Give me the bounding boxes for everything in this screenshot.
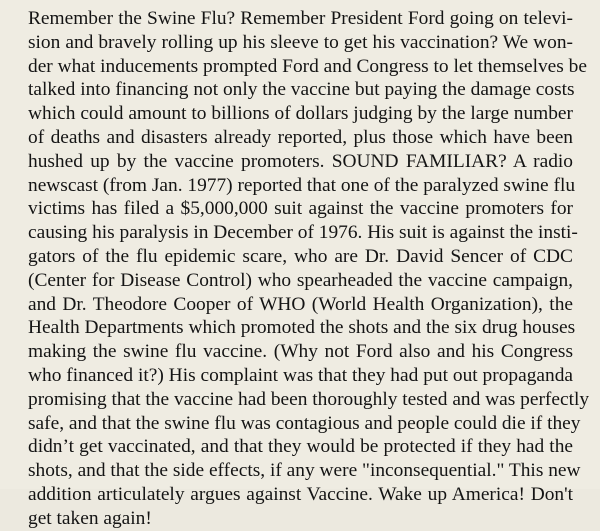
- text-line: shots, and that the side effects, if any were "inconsequential." This new: [28, 460, 581, 482]
- text-line-last: get taken again!: [28, 507, 152, 529]
- text-line: and Dr. Theodore Cooper of WHO (World Health Organization), the: [28, 293, 573, 315]
- text-line: promising that the vaccine had been thoroughly tested and was perfectly: [28, 388, 590, 410]
- text-line: addition articulately argues against Vaccine. Wake up America! Don't: [28, 483, 573, 505]
- text-line: didn’t get vaccinated, and that they would be protected if they had the: [28, 436, 573, 458]
- text-line: Remember the Swine Flu? Remember President Ford going on televi-: [28, 8, 573, 29]
- text-line: which could amount to billions of dollars judging by the large number: [28, 103, 573, 125]
- text-line: who financed it?) His complaint was that they had put out propaganda: [28, 364, 573, 386]
- text-line: (Center for Disease Control) who spearheaded the vaccine campaign,: [28, 269, 573, 291]
- text-line: victims has filed a $5,000,000 suit against the vaccine promoters for: [28, 198, 573, 220]
- text-line: newscast (from Jan. 1977) reported that one of the paralyzed swine flu: [28, 174, 576, 196]
- body-paragraph: [28, 7, 590, 531]
- text-line: hushed up by the vaccine promoters. SOUND FAMILIAR? A radio: [28, 150, 573, 172]
- text-line: der what inducements prompted Ford and Congress to let themselves be: [28, 55, 587, 77]
- text-line: safe, and that the swine flu was contagious and people could die if they: [28, 412, 581, 434]
- text-line: Health Departments which promoted the shots and the six drug houses: [28, 317, 576, 339]
- text-line: making the swine flu vaccine. (Why not Ford also and his Congress: [28, 341, 573, 363]
- text-line: causing his paralysis in December of 1976. His suit is against the insti-: [28, 222, 578, 244]
- text-line: gators of the flu epidemic scare, who are Dr. David Sencer of CDC: [28, 245, 573, 267]
- text-line: of deaths and disasters already reported, plus those which have been: [28, 126, 573, 148]
- text-line: talked into financing not only the vaccine but paying the damage costs: [28, 79, 575, 101]
- text-line: sion and bravely rolling up his sleeve to get his vaccination? We won-: [28, 31, 573, 53]
